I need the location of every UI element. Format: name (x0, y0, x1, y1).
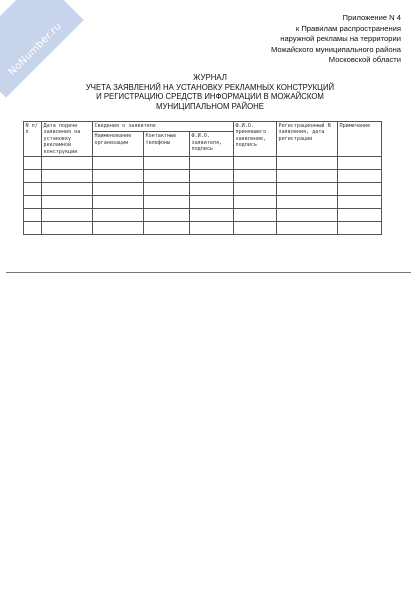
table-cell[interactable] (93, 183, 144, 196)
table-cell[interactable] (277, 157, 338, 170)
table-cell[interactable] (190, 183, 234, 196)
header-receiver: Ф.И.О. принявшего заявление, подпись (234, 122, 277, 157)
header-applicant-group: Сведения о заявителе (93, 122, 234, 132)
journal-title-line: УЧЕТА ЗАЯВЛЕНИЙ НА УСТАНОВКУ РЕКЛАМНЫХ КОНСТРУКЦИЙ (85, 82, 335, 92)
table-cell[interactable] (277, 183, 338, 196)
register-body (24, 157, 382, 235)
table-row (24, 196, 382, 209)
table-cell[interactable] (338, 196, 382, 209)
table-cell[interactable] (277, 196, 338, 209)
table-cell[interactable] (277, 170, 338, 183)
table-cell[interactable] (338, 183, 382, 196)
table-cell[interactable] (190, 196, 234, 209)
journal-title-line: И РЕГИСТРАЦИЮ СРЕДСТВ ИНФОРМАЦИИ В МОЖАЙСКОМ (96, 92, 324, 102)
table-row (24, 222, 382, 235)
table-cell[interactable] (338, 170, 382, 183)
header-number: N п/п (24, 122, 42, 157)
table-cell[interactable] (144, 183, 190, 196)
table-cell[interactable] (234, 183, 277, 196)
table-cell[interactable] (190, 222, 234, 235)
table-row (24, 183, 382, 196)
table-cell[interactable] (144, 157, 190, 170)
table-cell[interactable] (144, 222, 190, 235)
table-row (24, 170, 382, 183)
header-date: Дата подачи заявления на установку рекламной конструкции (42, 122, 93, 157)
table-cell[interactable] (24, 196, 42, 209)
register-table (23, 121, 382, 235)
appendix-line: Приложение N 4 (342, 13, 401, 22)
table-cell[interactable] (277, 209, 338, 222)
table-cell[interactable] (234, 209, 277, 222)
table-cell[interactable] (24, 222, 42, 235)
table-cell[interactable] (144, 196, 190, 209)
header-applicant-name: Ф.И.О. заявителя, подпись (190, 132, 234, 157)
header-row (24, 122, 382, 132)
table-cell[interactable] (144, 209, 190, 222)
table-cell[interactable] (190, 157, 234, 170)
table-cell[interactable] (42, 170, 93, 183)
table-cell[interactable] (234, 170, 277, 183)
table-cell[interactable] (277, 222, 338, 235)
footer-divider (6, 272, 411, 273)
header-org-name: Наименование организации (93, 132, 144, 157)
appendix-line: Можайского муниципального района (271, 44, 401, 54)
table-cell[interactable] (24, 170, 42, 183)
appendix-line: к Правилам распространения (295, 23, 401, 33)
appendix-line: Московской области (328, 55, 401, 65)
table-cell[interactable] (338, 157, 382, 170)
table-cell[interactable] (234, 196, 277, 209)
table-cell[interactable] (42, 209, 93, 222)
table-cell[interactable] (93, 209, 144, 222)
journal-title-line: МУНИЦИПАЛЬНОМ РАЙОНЕ (156, 101, 264, 111)
header-note: Примечание (338, 122, 382, 157)
table-cell[interactable] (93, 157, 144, 170)
table-cell[interactable] (190, 170, 234, 183)
journal-title-line: ЖУРНАЛ (193, 73, 227, 82)
table-cell[interactable] (338, 222, 382, 235)
table-cell[interactable] (190, 209, 234, 222)
table-cell[interactable] (42, 222, 93, 235)
table-cell[interactable] (42, 183, 93, 196)
table-cell[interactable] (338, 209, 382, 222)
table-row (24, 209, 382, 222)
appendix-line: наружной рекламы на территории (280, 34, 401, 44)
table-cell[interactable] (24, 209, 42, 222)
table-cell[interactable] (144, 170, 190, 183)
table-cell[interactable] (93, 170, 144, 183)
table-cell[interactable] (93, 222, 144, 235)
watermark-text: NoNumber.ru (6, 20, 64, 78)
table-cell[interactable] (93, 196, 144, 209)
header-registration: Регистрационный N заявления, дата регистрации (277, 122, 338, 157)
table-cell[interactable] (42, 196, 93, 209)
table-cell[interactable] (24, 157, 42, 170)
table-cell[interactable] (234, 157, 277, 170)
table-cell[interactable] (24, 183, 42, 196)
table-cell[interactable] (42, 157, 93, 170)
journal-title (60, 73, 360, 111)
table-row (24, 157, 382, 170)
header-phones: Контактные телефоны (144, 132, 190, 157)
appendix-block (271, 13, 401, 66)
table-cell[interactable] (234, 222, 277, 235)
